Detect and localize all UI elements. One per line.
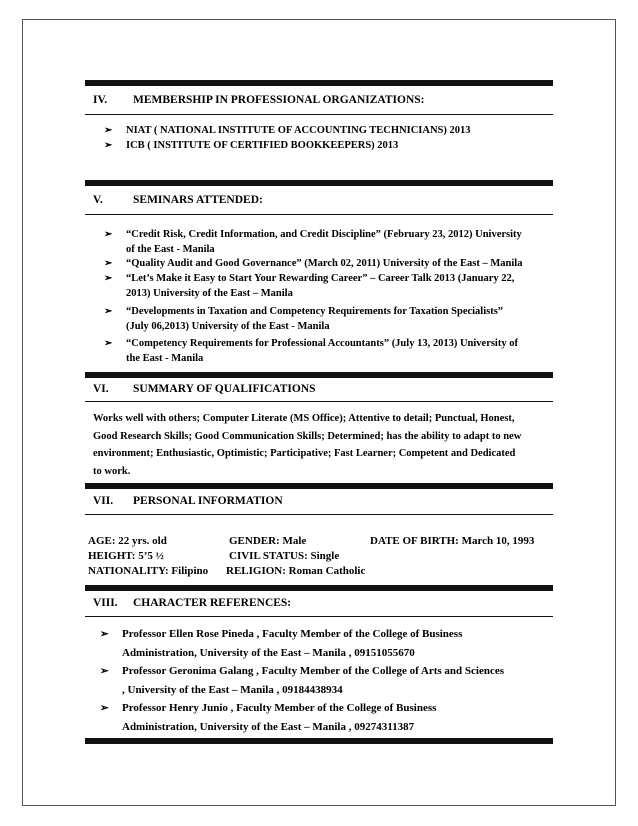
reference-line: Administration, University of the East – Manila , 09151055670 [122, 647, 415, 659]
seminar-line: (July 06,2013) University of the East - Manila [126, 320, 330, 332]
section-divider [85, 401, 553, 402]
paragraph-line: to work. [93, 465, 131, 477]
arrow-bullet-icon: ➢ [104, 273, 113, 284]
section-number: VII. [93, 495, 114, 507]
arrow-bullet-icon: ➢ [100, 703, 109, 714]
reference-item [100, 662, 565, 700]
gender-field: GENDER: Male [229, 535, 307, 547]
list-item [104, 305, 564, 335]
list-item [104, 228, 564, 258]
paragraph-line: environment; Enthusiastic, Optimistic; Participative; Fast Learner; Competent and Dedicated [93, 448, 516, 459]
section-rule [85, 80, 553, 86]
reference-item [100, 699, 565, 737]
section-title: PERSONAL INFORMATION [133, 495, 283, 507]
section-rule [85, 372, 553, 378]
reference-line: Professor Geronima Galang , Faculty Member of the College of Arts and Sciences [122, 665, 504, 677]
arrow-bullet-icon: ➢ [104, 140, 113, 151]
section-number: V. [93, 194, 103, 206]
reference-line: Administration, University of the East – Manila , 09274311387 [122, 721, 415, 733]
membership-text: NIAT ( NATIONAL INSTITUTE OF ACCOUNTING TECHNICIANS) 2013 [126, 125, 471, 136]
seminar-line: the East - Manila [126, 352, 204, 364]
section-title: SEMINARS ATTENDED: [133, 194, 263, 206]
arrow-bullet-icon: ➢ [104, 306, 113, 317]
section-heading [93, 194, 263, 206]
section-heading [93, 94, 425, 106]
section-rule [85, 738, 553, 744]
qualifications-paragraph [93, 410, 573, 480]
seminar-line: “Credit Risk, Credit Information, and Credit Discipline” (February 23, 2012) University [126, 229, 522, 240]
reference-item [100, 625, 565, 663]
arrow-bullet-icon: ➢ [100, 629, 109, 640]
reference-line: Professor Henry Junio , Faculty Member of the College of Business [122, 702, 437, 714]
height-field: HEIGHT: 5’5 ½ [88, 550, 164, 562]
paragraph-line: Works well with others; Computer Literate (MS Office); Attentive to detail; Punctual, Honest, [93, 413, 515, 424]
section-divider [85, 214, 553, 215]
religion-field: RELIGION: Roman Catholic [226, 565, 366, 577]
section-title: SUMMARY OF QUALIFICATIONS [133, 383, 316, 395]
seminar-line: “Quality Audit and Good Governance” (March 02, 2011) University of the East – Manila [126, 258, 523, 269]
section-heading [93, 383, 316, 395]
paragraph-line: Good Research Skills; Good Communication Skills; Determined; has the ability to adapt to new [93, 430, 522, 442]
section-divider [85, 616, 553, 617]
dob-field: DATE OF BIRTH: March 10, 1993 [370, 535, 535, 547]
section-divider [85, 514, 553, 515]
section-rule [85, 483, 553, 489]
list-item [104, 272, 564, 302]
seminar-line: “Let’s Make it Easy to Start Your Rewarding Career” – Career Talk 2013 (January 22, [126, 273, 515, 284]
section-number: VI. [93, 383, 109, 395]
nationality-field: NATIONALITY: Filipino [88, 565, 209, 577]
reference-line: , University of the East – Manila , 09184438934 [122, 684, 343, 696]
list-item [104, 337, 564, 367]
reference-line: Professor Ellen Rose Pineda , Faculty Member of the College of Business [122, 628, 463, 640]
section-rule [85, 180, 553, 186]
arrow-bullet-icon: ➢ [100, 666, 109, 677]
seminar-line: 2013) University of the East – Manila [126, 287, 293, 299]
membership-text: ICB ( INSTITUTE OF CERTIFIED BOOKKEEPERS) 2013 [126, 140, 399, 151]
section-divider [85, 114, 553, 115]
arrow-bullet-icon: ➢ [104, 229, 113, 240]
section-number: IV. [93, 94, 108, 106]
age-field: AGE: 22 yrs. old [88, 535, 167, 547]
arrow-bullet-icon: ➢ [104, 338, 113, 349]
section-title: CHARACTER REFERENCES: [133, 597, 292, 609]
arrow-bullet-icon: ➢ [104, 125, 113, 136]
section-heading [93, 495, 283, 507]
seminar-line: of the East - Manila [126, 243, 215, 255]
seminar-line: “Competency Requirements for Professional Accountants” (July 13, 2013) University of [126, 338, 518, 349]
section-number: VIII. [93, 597, 118, 609]
section-title: MEMBERSHIP IN PROFESSIONAL ORGANIZATIONS: [133, 94, 425, 106]
section-rule [85, 585, 553, 591]
section-heading [93, 597, 292, 609]
arrow-bullet-icon: ➢ [104, 258, 113, 269]
civil-status-field: CIVIL STATUS: Single [229, 550, 340, 562]
seminar-line: “Developments in Taxation and Competency Requirements for Taxation Specialists” [126, 306, 504, 317]
